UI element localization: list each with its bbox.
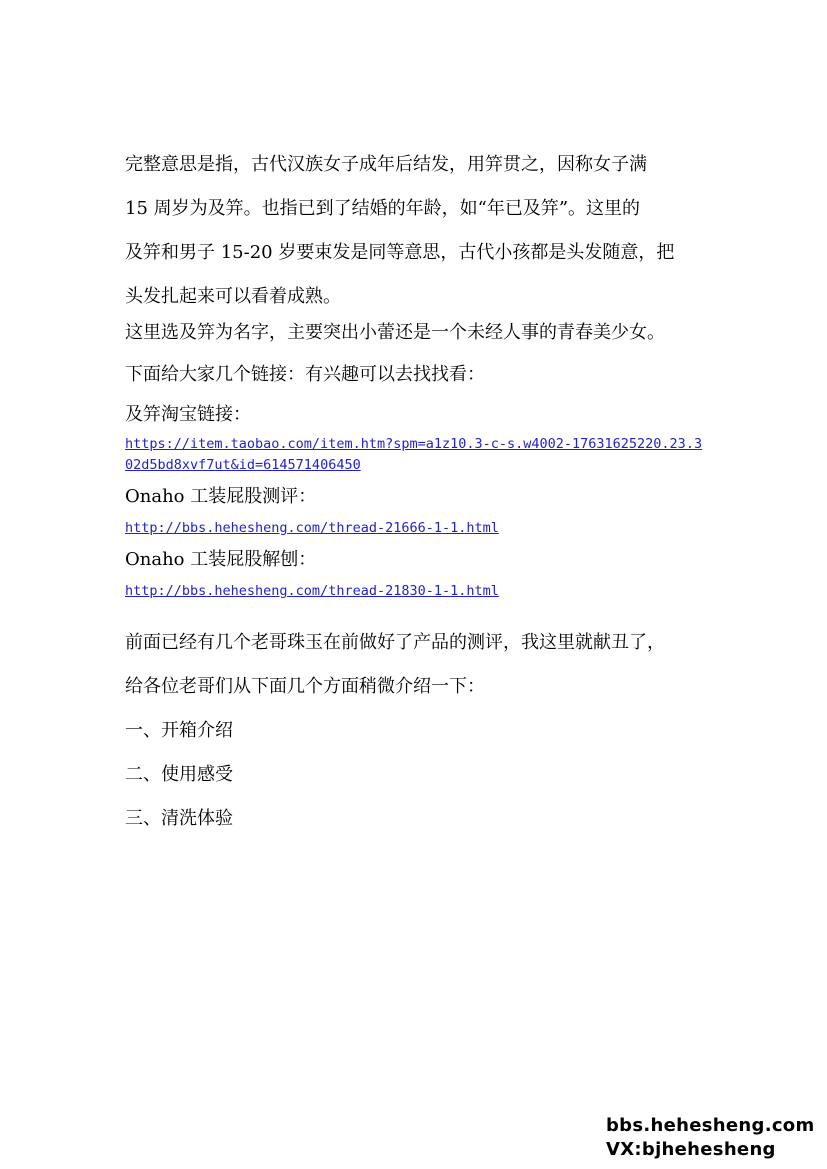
outline-intro-line: 前面已经有几个老哥珠玉在前做好了产品的测评，我这里就献丑了， <box>125 632 665 653</box>
review-link-label: Onaho 工装屁股测评： <box>125 486 317 507</box>
dissect-thread-link[interactable]: http://bbs.hehesheng.com/thread-21830-1-1.html <box>125 583 499 599</box>
name-explanation-paragraph: 这里选及笄为名字，主要突出小蕾还是一个未经人事的青春美少女。 <box>125 322 665 343</box>
section-item: 二、使用感受 <box>125 764 233 785</box>
taobao-link[interactable]: https://item.taobao.com/item.htm?spm=a1z10.3-c-s.w4002-17631625220.23.302d5bd8xvf7ut&id=614571406450 <box>125 436 703 473</box>
outline-intro-paragraph <box>125 628 715 702</box>
section-list <box>125 716 715 834</box>
site-watermark <box>606 1114 815 1162</box>
review-thread-link[interactable]: http://bbs.hehesheng.com/thread-21666-1-1.html <box>125 520 499 536</box>
taobao-link-label: 及笄淘宝链接： <box>125 404 251 425</box>
section-item: 一、开箱介绍 <box>125 720 233 741</box>
outline-intro-line: 给各位老哥们从下面几个方面稍微介绍一下： <box>125 676 485 697</box>
section-item: 三、清洗体验 <box>125 808 233 829</box>
intro-line: 头发扎起来可以看着成熟。 <box>125 286 341 307</box>
links-intro-paragraph: 下面给大家几个链接：有兴趣可以去找找看： <box>125 364 485 385</box>
watermark-contact: VX:bjhehesheng <box>606 1139 776 1160</box>
intro-paragraph <box>125 150 715 312</box>
watermark-site: bbs.hehesheng.com <box>606 1115 815 1136</box>
intro-line: 及笄和男子 15-20 岁要束发是同等意思，古代小孩都是头发随意，把 <box>125 242 675 263</box>
dissect-link-label: Onaho 工装屁股解刨： <box>125 549 317 570</box>
document-body <box>125 150 715 834</box>
intro-line: 完整意思是指，古代汉族女子成年后结发，用笄贯之，因称女子满 <box>125 154 647 175</box>
intro-line: 15 周岁为及笄。也指已到了结婚的年龄，如“年已及笄”。这里的 <box>125 198 641 219</box>
